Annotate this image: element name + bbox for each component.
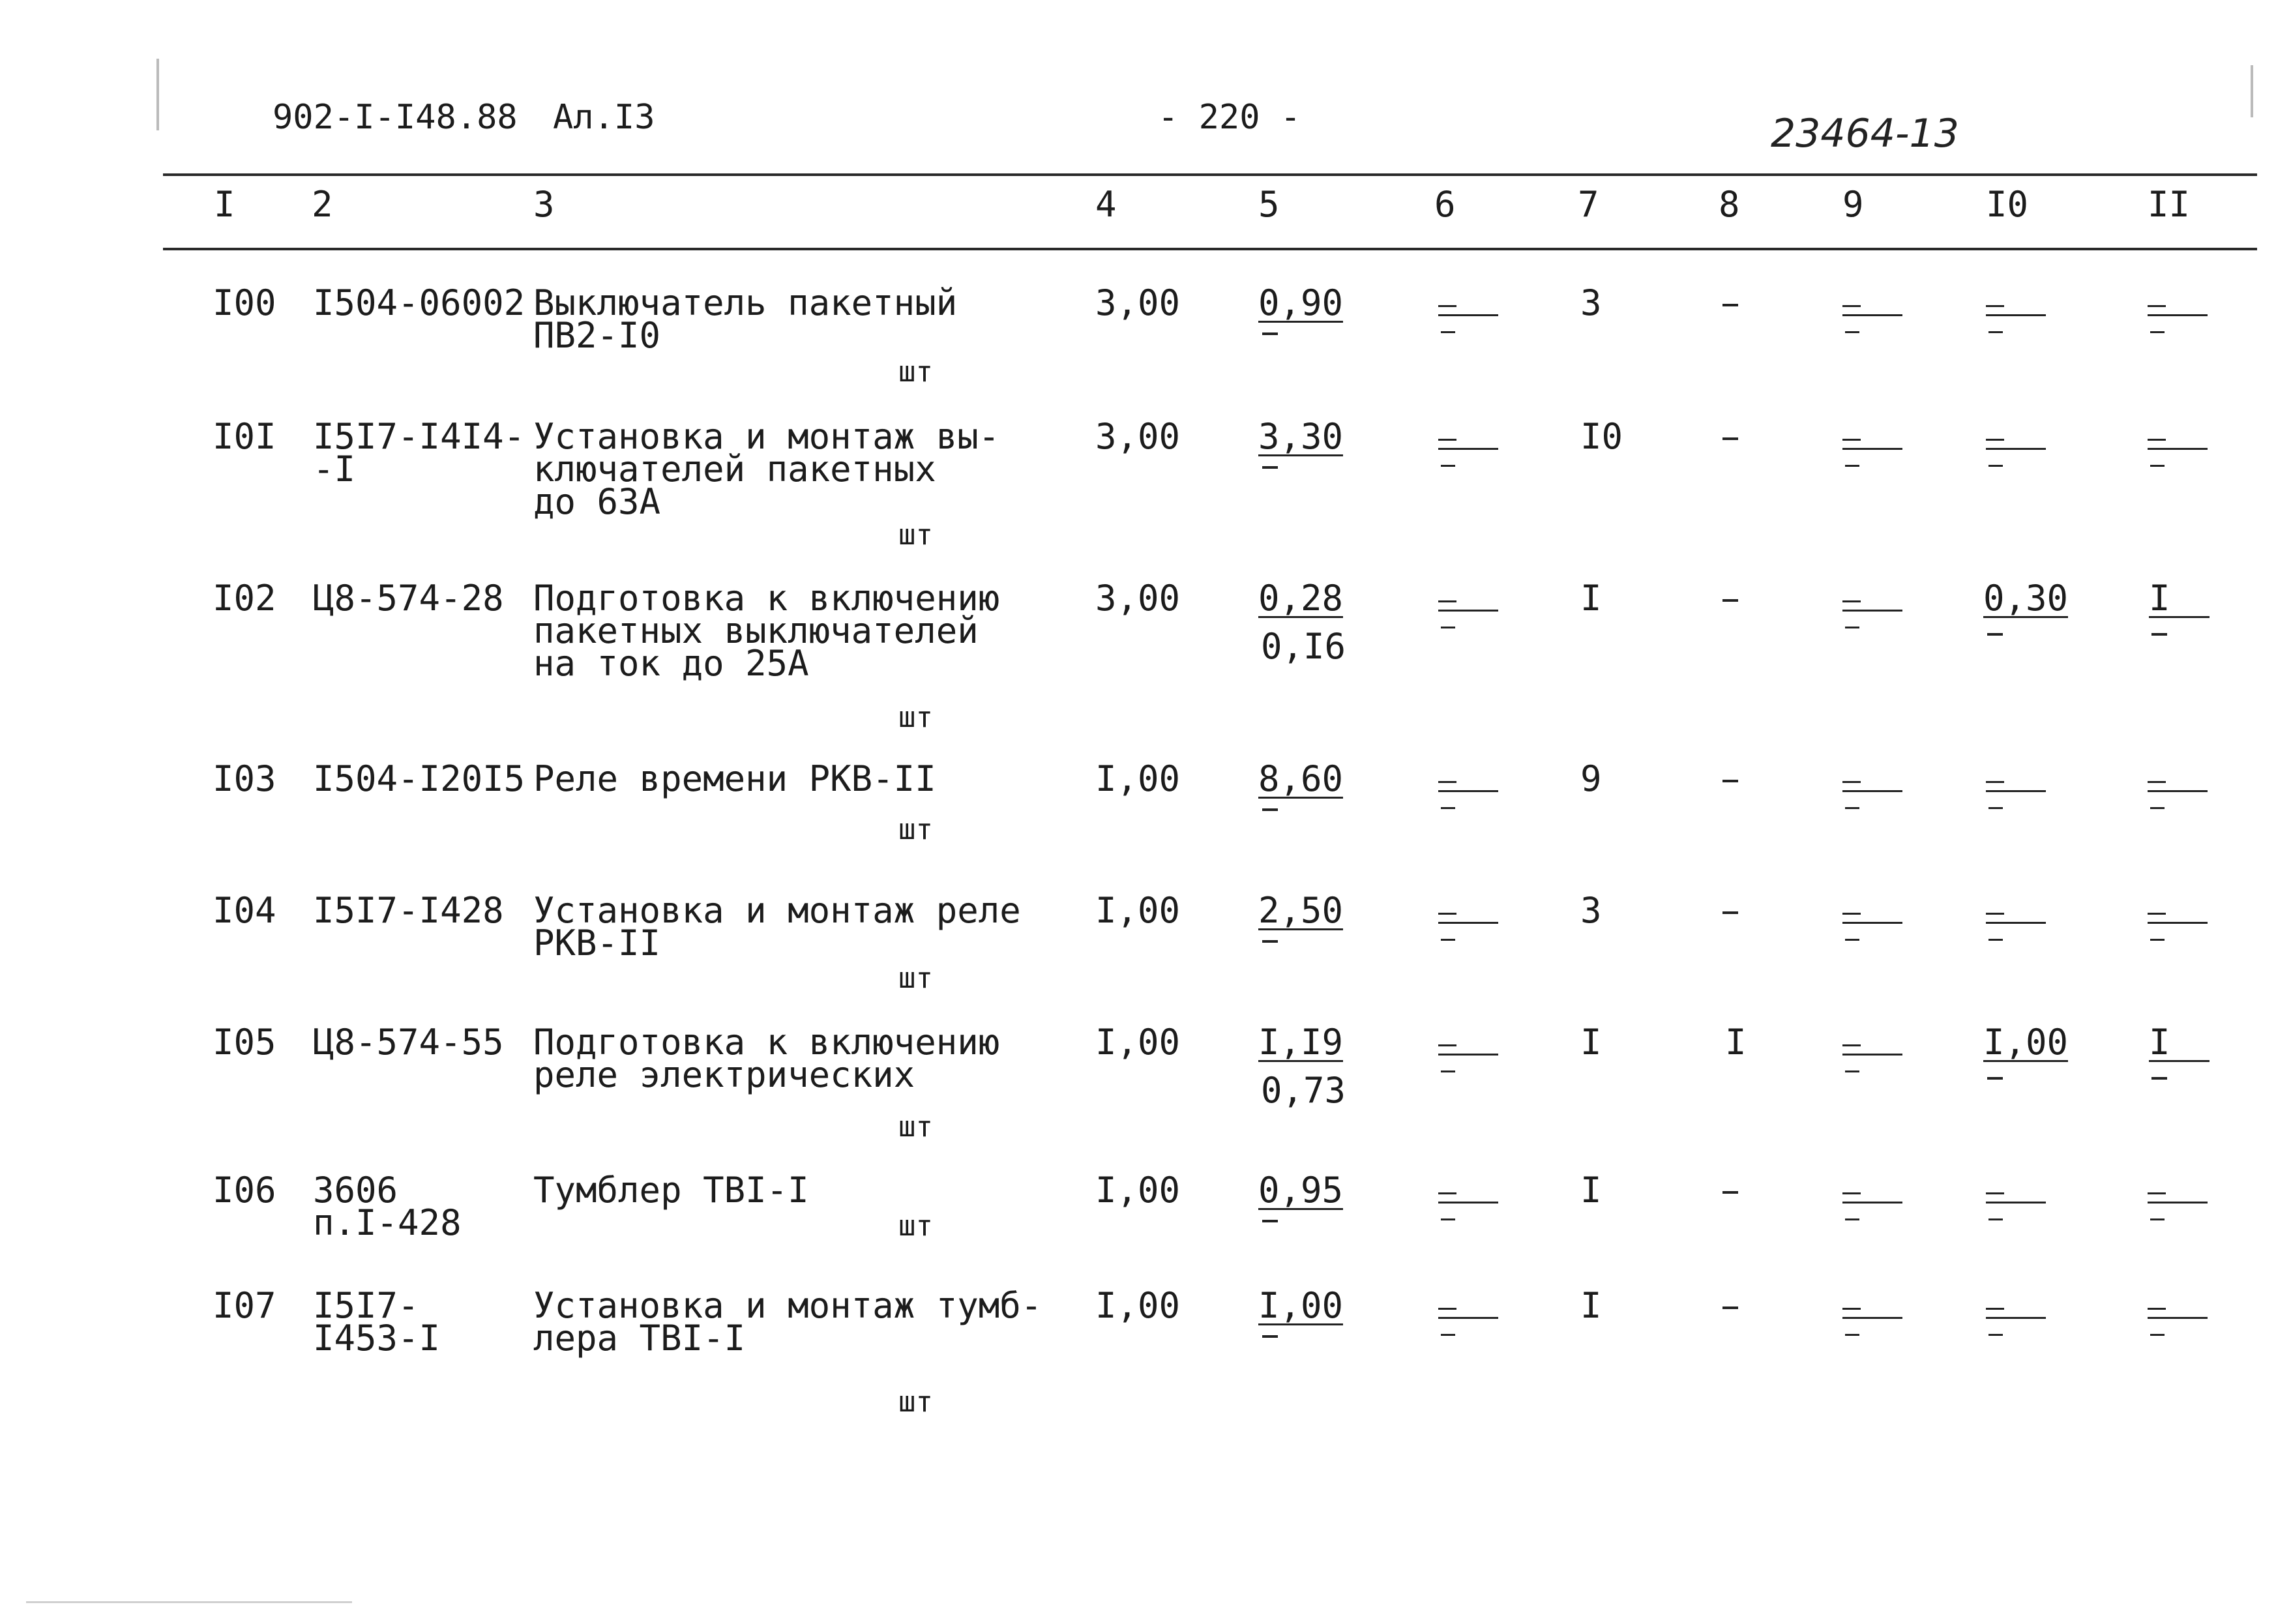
item-description: Установка и монтаж реле	[533, 890, 1021, 931]
header-top-rule	[163, 173, 2257, 176]
row-number: I05	[213, 1022, 276, 1063]
column-10-dash	[1987, 1077, 2003, 1080]
quantity: 3,00	[1095, 282, 1181, 323]
unit-price-wages: 0,73	[1261, 1070, 1346, 1111]
column-11-dash	[2151, 633, 2167, 636]
price-dash	[1262, 808, 1278, 811]
column-heading-10: I0	[1986, 184, 2029, 225]
row-number: I00	[213, 282, 276, 323]
column-heading-3: 3	[533, 184, 555, 225]
page-number: - 220 -	[1158, 98, 1301, 137]
column-11-amount: I	[2149, 582, 2210, 618]
unit-label: шт	[898, 1385, 933, 1419]
column-heading-5: 5	[1258, 184, 1280, 225]
scan-speck	[2251, 65, 2253, 117]
item-code: I5I7-	[313, 1285, 419, 1326]
item-description: Установка и монтаж вы-	[533, 416, 1000, 457]
scan-speck	[156, 59, 159, 130]
price-dash	[1262, 332, 1278, 335]
unit-label: шт	[898, 813, 933, 846]
column-heading-1: I	[214, 184, 235, 225]
column-10-dash	[1987, 633, 2003, 636]
column-7-value: I	[1580, 1022, 1602, 1063]
header-bottom-rule	[163, 248, 2257, 250]
unit-price	[1258, 416, 1344, 457]
item-code: п.I-428	[313, 1202, 462, 1243]
unit-price-value: 2,50	[1258, 890, 1344, 931]
item-description: Выключатель пакетный	[533, 282, 958, 323]
column-8-dash	[1722, 1191, 1738, 1194]
row-number: I07	[213, 1285, 276, 1326]
column-7-value: I0	[1580, 416, 1623, 457]
row-number: I03	[213, 758, 276, 799]
scan-speck	[26, 1601, 352, 1603]
row-number: I0I	[213, 416, 276, 457]
item-description: Установка и монтаж тумб-	[533, 1285, 1042, 1326]
price-dash	[1262, 466, 1278, 469]
column-7-value: I	[1580, 1170, 1602, 1211]
column-8-dash	[1722, 437, 1738, 440]
unit-price-value: 8,60	[1258, 758, 1344, 799]
item-description: реле электрических	[533, 1054, 915, 1095]
column-8-value: I	[1725, 1022, 1747, 1063]
column-heading-9: 9	[1842, 184, 1864, 225]
column-8-dash	[1722, 304, 1738, 306]
quantity: I,00	[1095, 1285, 1181, 1326]
column-10-amount: 0,30	[1983, 578, 2069, 619]
quantity: I,00	[1095, 890, 1181, 931]
unit-price	[1258, 578, 1344, 619]
unit-label: шт	[898, 701, 933, 734]
item-code: I453-I	[313, 1318, 441, 1359]
item-code: I5I7-I428	[313, 890, 504, 931]
column-7-value: I	[1580, 578, 1602, 619]
column-heading-6: 6	[1434, 184, 1456, 225]
item-code: I504-06002	[313, 282, 525, 323]
unit-price-value: 0,90	[1258, 282, 1344, 323]
unit-price	[1258, 282, 1344, 323]
item-description: Реле времени РКВ-II	[533, 758, 936, 799]
column-heading-11: II	[2148, 184, 2191, 225]
column-7-value: 3	[1580, 890, 1602, 931]
sheet-label: Ал.I3	[553, 98, 655, 137]
unit-label: шт	[898, 1209, 933, 1243]
unit-price	[1258, 1022, 1344, 1063]
unit-price	[1258, 1170, 1344, 1211]
unit-price	[1258, 890, 1344, 931]
row-number: I06	[213, 1170, 276, 1211]
handwritten-number: 23464-13	[1771, 111, 1959, 156]
unit-label: шт	[898, 355, 933, 389]
item-description: лера ТВI-I	[533, 1318, 746, 1359]
unit-label: шт	[898, 962, 933, 995]
unit-label: шт	[898, 1110, 933, 1144]
quantity: 3,00	[1095, 578, 1181, 619]
item-description: Подготовка к включению	[533, 578, 1000, 619]
unit-price-value: 0,28	[1258, 578, 1344, 619]
column-11-value	[2149, 578, 2210, 619]
item-code: I504-I20I5	[313, 758, 525, 799]
quantity: I,00	[1095, 1170, 1181, 1211]
unit-price-value: I,00	[1258, 1285, 1344, 1326]
unit-price-wages: 0,I6	[1261, 626, 1346, 667]
column-10-value	[1983, 1022, 2069, 1063]
column-heading-4: 4	[1095, 184, 1117, 225]
item-code: I5I7-I4I4-	[313, 416, 525, 457]
column-8-dash	[1722, 911, 1738, 914]
quantity: I,00	[1095, 758, 1181, 799]
column-11-value	[2149, 1022, 2210, 1063]
document-code: 902-I-I48.88	[273, 98, 518, 137]
item-code: Ц8-574-28	[313, 578, 504, 619]
column-11-dash	[2151, 1077, 2167, 1080]
item-code: -I	[313, 449, 356, 490]
price-dash	[1262, 940, 1278, 943]
price-dash	[1262, 1335, 1278, 1338]
column-8-dash	[1722, 1307, 1738, 1309]
item-description: ключателей пакетных	[533, 449, 936, 490]
quantity: 3,00	[1095, 416, 1181, 457]
item-description: ПВ2-I0	[533, 315, 661, 356]
item-code: Ц8-574-55	[313, 1022, 504, 1063]
item-description: РКВ-II	[533, 923, 661, 964]
column-7-value: 3	[1580, 282, 1602, 323]
column-7-value: 9	[1580, 758, 1602, 799]
item-description: Тумблер ТВI-I	[533, 1170, 809, 1211]
unit-price	[1258, 1285, 1344, 1326]
unit-price-value: I,I9	[1258, 1022, 1344, 1063]
item-description: на ток до 25А	[533, 643, 809, 684]
unit-price-value: 0,95	[1258, 1170, 1344, 1211]
price-dash	[1262, 1220, 1278, 1222]
row-number: I04	[213, 890, 276, 931]
column-heading-8: 8	[1719, 184, 1740, 225]
column-8-dash	[1722, 780, 1738, 782]
quantity: I,00	[1095, 1022, 1181, 1063]
row-number: I02	[213, 578, 276, 619]
column-10-value	[1983, 578, 2069, 619]
item-description: Подготовка к включению	[533, 1022, 1000, 1063]
column-heading-2: 2	[312, 184, 333, 225]
item-description: пакетных выключателей	[533, 610, 979, 651]
column-heading-7: 7	[1578, 184, 1599, 225]
unit-price	[1258, 758, 1344, 799]
column-7-value: I	[1580, 1285, 1602, 1326]
column-11-amount: I	[2149, 1026, 2210, 1062]
item-code: 3606	[313, 1170, 398, 1211]
column-8-dash	[1722, 599, 1738, 602]
unit-price-value: 3,30	[1258, 416, 1344, 457]
item-description: до 63А	[533, 481, 661, 522]
column-10-amount: I,00	[1983, 1022, 2069, 1063]
unit-label: шт	[898, 518, 933, 552]
